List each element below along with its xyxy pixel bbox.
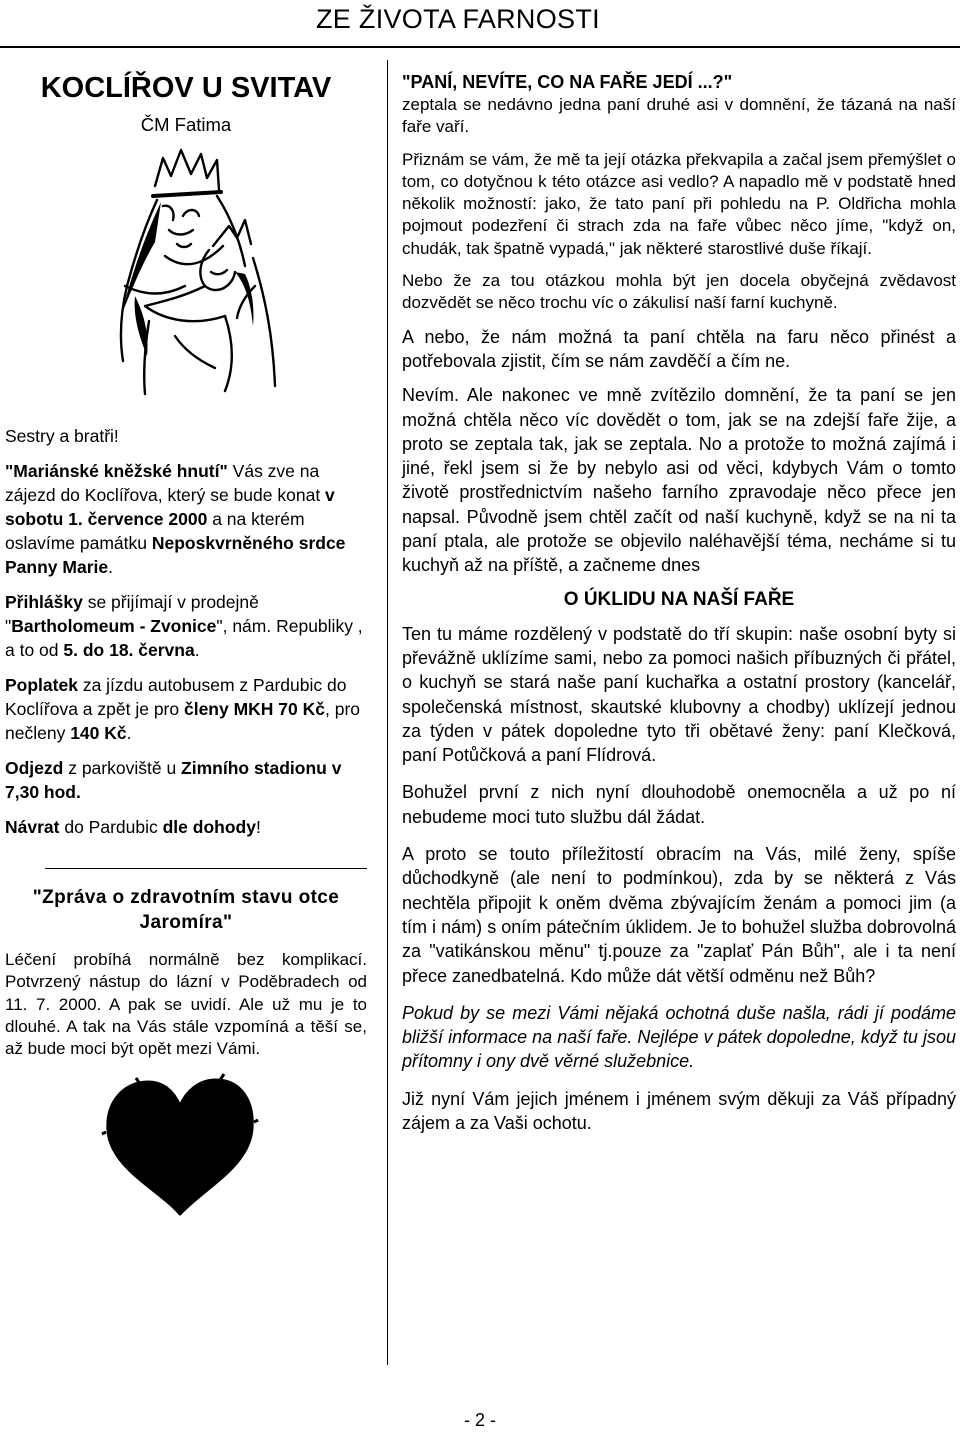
article-paragraph-1: zeptala se nedávno jedna paní druhé asi v domnění, že tázaná na naší faře vaří. — [402, 95, 956, 137]
right-column — [402, 70, 956, 1135]
closing-paragraph: Již nyní Vám jejich jménem i jménem svým děkuji za Váš případný zájem a za Vaši ochotu. — [402, 1088, 956, 1133]
fee-paragraph: Poplatek za jízdu autobusem z Pardubic do Koclířova a zpět je pro členy MKH 70 Kč, pro nečleny 140 Kč. — [5, 675, 361, 743]
section-title-cleaning: O ÚKLIDU NA NAŠÍ FAŘE — [563, 588, 795, 610]
left-separator-rule — [45, 868, 367, 869]
header-rule — [0, 46, 960, 48]
left-title: KOCLÍŘOV U SVITAV — [40, 72, 332, 104]
heart-icon — [100, 1072, 260, 1222]
cleaning-paragraph-2: Bohužel první z nich nyní dlouhodobě onemocněla a už po ní nebudeme moci tuto službu dál žádat. — [402, 782, 956, 827]
left-column — [5, 70, 367, 1222]
article-paragraph-5: Nevím. Ale nakonec ve mně zvítězilo domnění, že ta paní se jen možná chtěla něco víc dovědět o tom, jak se na zdejší faře žije, a proto se zeptala tak, jak se zeptala. No a protože to možná zajímá i jiné, řekl jsem si že by nebylo asi od věci, kdybych Vám o tomto životě prostřednictvím našeho farního zpravodaje něco přece jen napsal. Původně jsem chtěl začít od naší kuchyně, když se na ni ta paní ptala, ale protože se objevilo naléhavější téma, necháme si tu kuchyň až na příště, a začneme dnes — [402, 385, 956, 576]
madonna-and-child-illustration — [105, 146, 295, 396]
invitation-paragraph: "Mariánské kněžské hnutí" Vás zve na zájezd do Koclířova, který se bude konat v sobotu 1. července 2000 a na kterém oslavíme památku Neposkvrněného srdce Panny Marie. — [5, 461, 346, 577]
page-number: - 2 - — [463, 1410, 496, 1430]
health-report-text: Léčení probíhá normálně bez komplikací. Potvrzený nástup do lázní v Poděbradech od 11. 7. 2000. A pak se uvidí. Ale už mu je to dlouhé. A tak na Vás stále vzpomíná a těší se, až bude moci být opět mezi Vámi. — [5, 950, 367, 1059]
cleaning-paragraph-1: Ten tu máme rozdělený v podstatě do tří skupin: naše osobní byty si převážně uklízíme sami, nebo za pomoci našich příbuzných či přátel, o kuchyň se stará naše paní kuchařka a ostatní prostory (kancelář, společenská místnost, skautské klubovny a chodby) uklízejí jednou za týden v pátek dopoledne tyto tři obětavé ženy: paní Klečková, paní Potůčková a paní Flídrová. — [402, 623, 956, 766]
health-report-title: "Zpráva o zdravotním stavu otce Jaromíra" — [32, 887, 340, 933]
greeting: Sestry a bratři! — [5, 426, 119, 446]
departure-paragraph: Odjezd z parkoviště u Zimního stadionu v 7,30 hod. — [5, 758, 342, 802]
article-paragraph-3: Nebo že za tou otázkou mohla být jen docela obyčejná zvědavost dozvědět se něco trochu víc o zákulisí naší farní kuchyně. — [402, 271, 956, 313]
article-paragraph-4: A nebo, že nám možná ta paní chtěla na faru něco přinést a potřebovala zjistit, čím se nám zavděčí a čím ne. — [402, 326, 956, 371]
page-header-title: ZE ŽIVOTA FARNOSTI — [316, 4, 600, 34]
left-subtitle: ČM Fatima — [140, 114, 232, 135]
registration-paragraph: Přihlášky se přijímají v prodejně "Bartholomeum - Zvonice", nám. Republiky , a to od 5. do 18. června. — [5, 592, 363, 660]
return-paragraph: Návrat do Pardubic dle dohody! — [5, 817, 261, 837]
cleaning-paragraph-3: A proto se touto příležitostí obracím na Vás, milé ženy, spíše důchodkyně (ale není to podmínkou), zda by se některá z Vás nechtěla připojit k oněm dvěma zbývajícím ženám a pomoci jim (a tím i nám) s oním pátečním úklidem. Je to bohužel služba dobrovolná za "vatikánskou měnu" tj.pouze za "zaplať Pán Bůh", ale i ta není přece zanedbatelná. Kdo může dát větší odměnu než Bůh? — [402, 844, 956, 986]
column-divider — [387, 60, 388, 1365]
article-paragraph-2: Přiznám se vám, že mě ta její otázka překvapila a začal jsem přemýšlet o tom, co dotyčnou k této otázce asi vedlo? A napadlo mě v podstatě hned několik možností: jako, že tato paní při pohledu na P. Oldřicha mohla pojmout podezření či strach zda na faře vůbec něco jíme, "když on, chudák, tak špatně vypadá," jak některé starostlivé duše říkají. — [402, 149, 956, 258]
article-title: "PANÍ, NEVÍTE, CO NA FAŘE JEDÍ ...?" — [402, 72, 733, 92]
italic-invitation-paragraph: Pokud by se mezi Vámi nějaká ochotná duše našla, rádi jí podáme bližší informace na naší faře. Nejlépe v pátek dopoledne, když tu jsou přítomny i ony dvě věrné služebnice. — [402, 1002, 956, 1072]
